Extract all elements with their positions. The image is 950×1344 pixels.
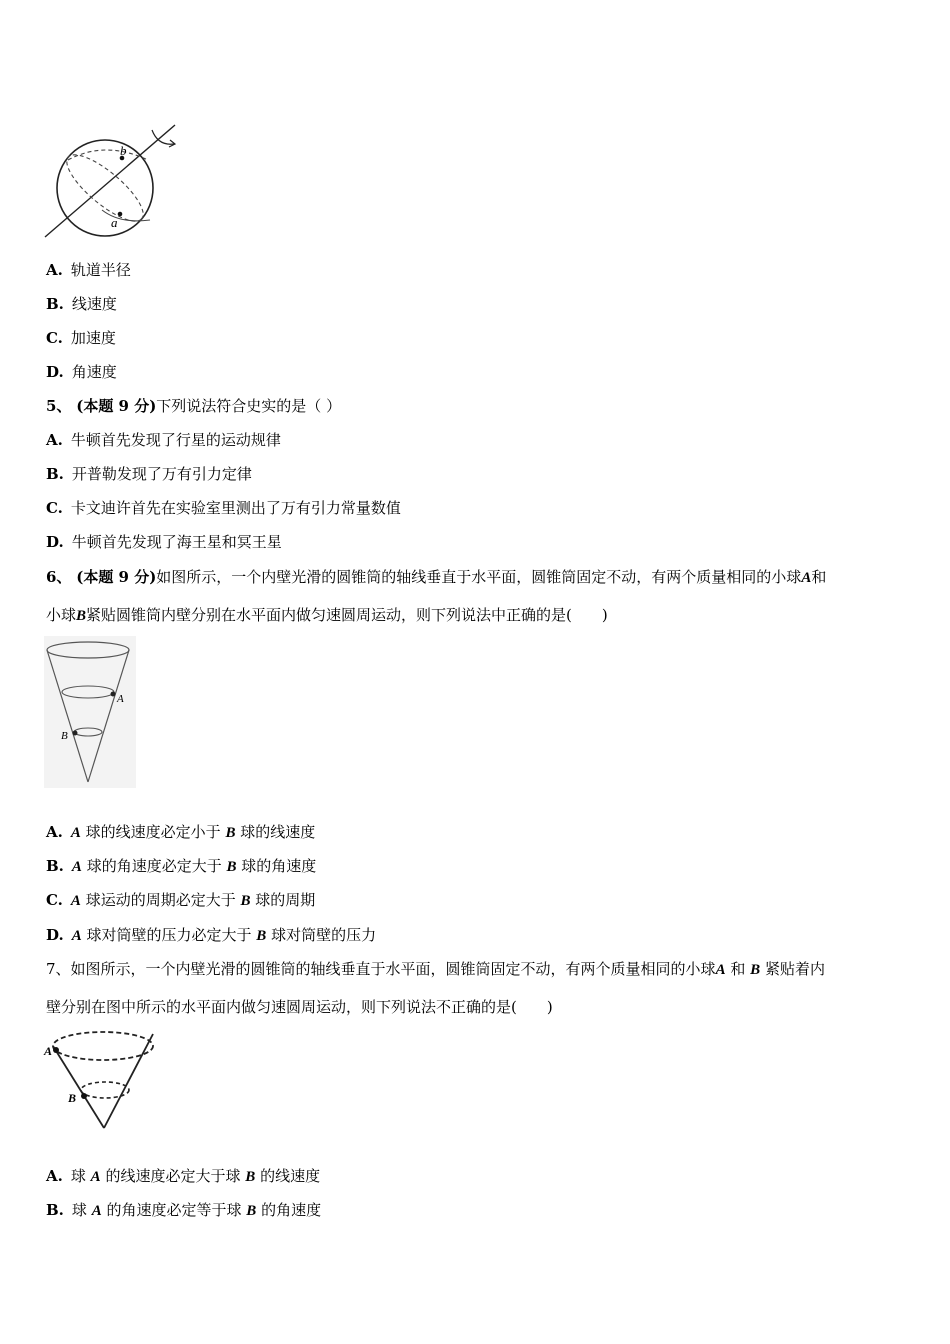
q5-option-b: B. 开普勒发现了万有引力定律	[46, 465, 252, 483]
label-a: a	[111, 215, 118, 230]
cone-left-side	[53, 1046, 104, 1128]
label-b: b	[120, 143, 127, 158]
q6-option-b: B. A 球的角速度必定大于 B 球的角速度	[46, 857, 317, 875]
q4-option-a: A. 轨道半径	[46, 261, 131, 279]
ball-a	[111, 692, 116, 697]
q5-option-d: D. 牛顿首先发现了海王星和冥王星	[46, 533, 282, 551]
ball-b-label: B	[68, 1091, 77, 1105]
ball-b	[73, 731, 78, 736]
cone-figure-q6	[44, 636, 136, 788]
figure-background	[44, 636, 136, 788]
q7-option-a: A. 球 A 的线速度必定大于球 B 的线速度	[46, 1167, 321, 1185]
cone-right-side	[104, 1034, 153, 1128]
point-a	[118, 212, 123, 217]
orbit-b	[81, 1082, 129, 1098]
rotation-axis	[45, 125, 175, 237]
ball-b	[81, 1093, 87, 1099]
q6-stem-line1: 6、 (本题 9 分)如图所示，一个内壁光滑的圆锥筒的轴线垂直于水平面，圆锥筒固定不动，有两个质量相同的小球A和	[46, 568, 827, 586]
ball-b-label: B	[61, 730, 68, 742]
q4-option-b: B. 线速度	[46, 295, 117, 313]
ball-a	[53, 1047, 59, 1053]
q4-option-d: D. 角速度	[46, 363, 117, 381]
sphere-outline	[57, 140, 153, 236]
q5-option-c: C. 卡文迪许首先在实验室里测出了万有引力常量数值	[46, 499, 401, 517]
cone-rim	[53, 1032, 153, 1060]
rotation-arrow-head	[169, 140, 175, 147]
q6-stem-line2: 小球B紧贴圆锥筒内壁分别在水平面内做匀速圆周运动，则下列说法中正确的是( )	[46, 606, 608, 624]
ball-a-label: A	[117, 693, 124, 705]
q7-option-b: B. 球 A 的角速度必定等于球 B 的角速度	[46, 1201, 322, 1219]
q5-stem: 5、 (本题 9 分)下列说法符合史实的是（ ）	[46, 397, 342, 415]
q6-option-a: A. A 球的线速度必定小于 B 球的线速度	[46, 823, 316, 841]
sphere-figure	[40, 120, 185, 245]
q6-option-d: D. A 球对筒壁的压力必定大于 B 球对筒壁的压力	[46, 926, 377, 944]
q7-stem-line1: 7、如图所示，一个内壁光滑的圆锥筒的轴线垂直于水平面，圆锥筒固定不动，有两个质量相同的小球A 和 B 紧贴着内	[46, 960, 825, 978]
cone-figure-q7	[40, 1028, 160, 1132]
q5-option-a: A. 牛顿首先发现了行星的运动规律	[46, 431, 281, 449]
q6-option-c: C. A 球运动的周期必定大于 B 球的周期	[46, 891, 316, 909]
ball-a-label: A	[44, 1044, 53, 1058]
q4-option-c: C. 加速度	[46, 329, 116, 347]
q7-stem-line2: 壁分别在图中所示的水平面内做匀速圆周运动，则下列说法不正确的是( )	[46, 998, 553, 1016]
